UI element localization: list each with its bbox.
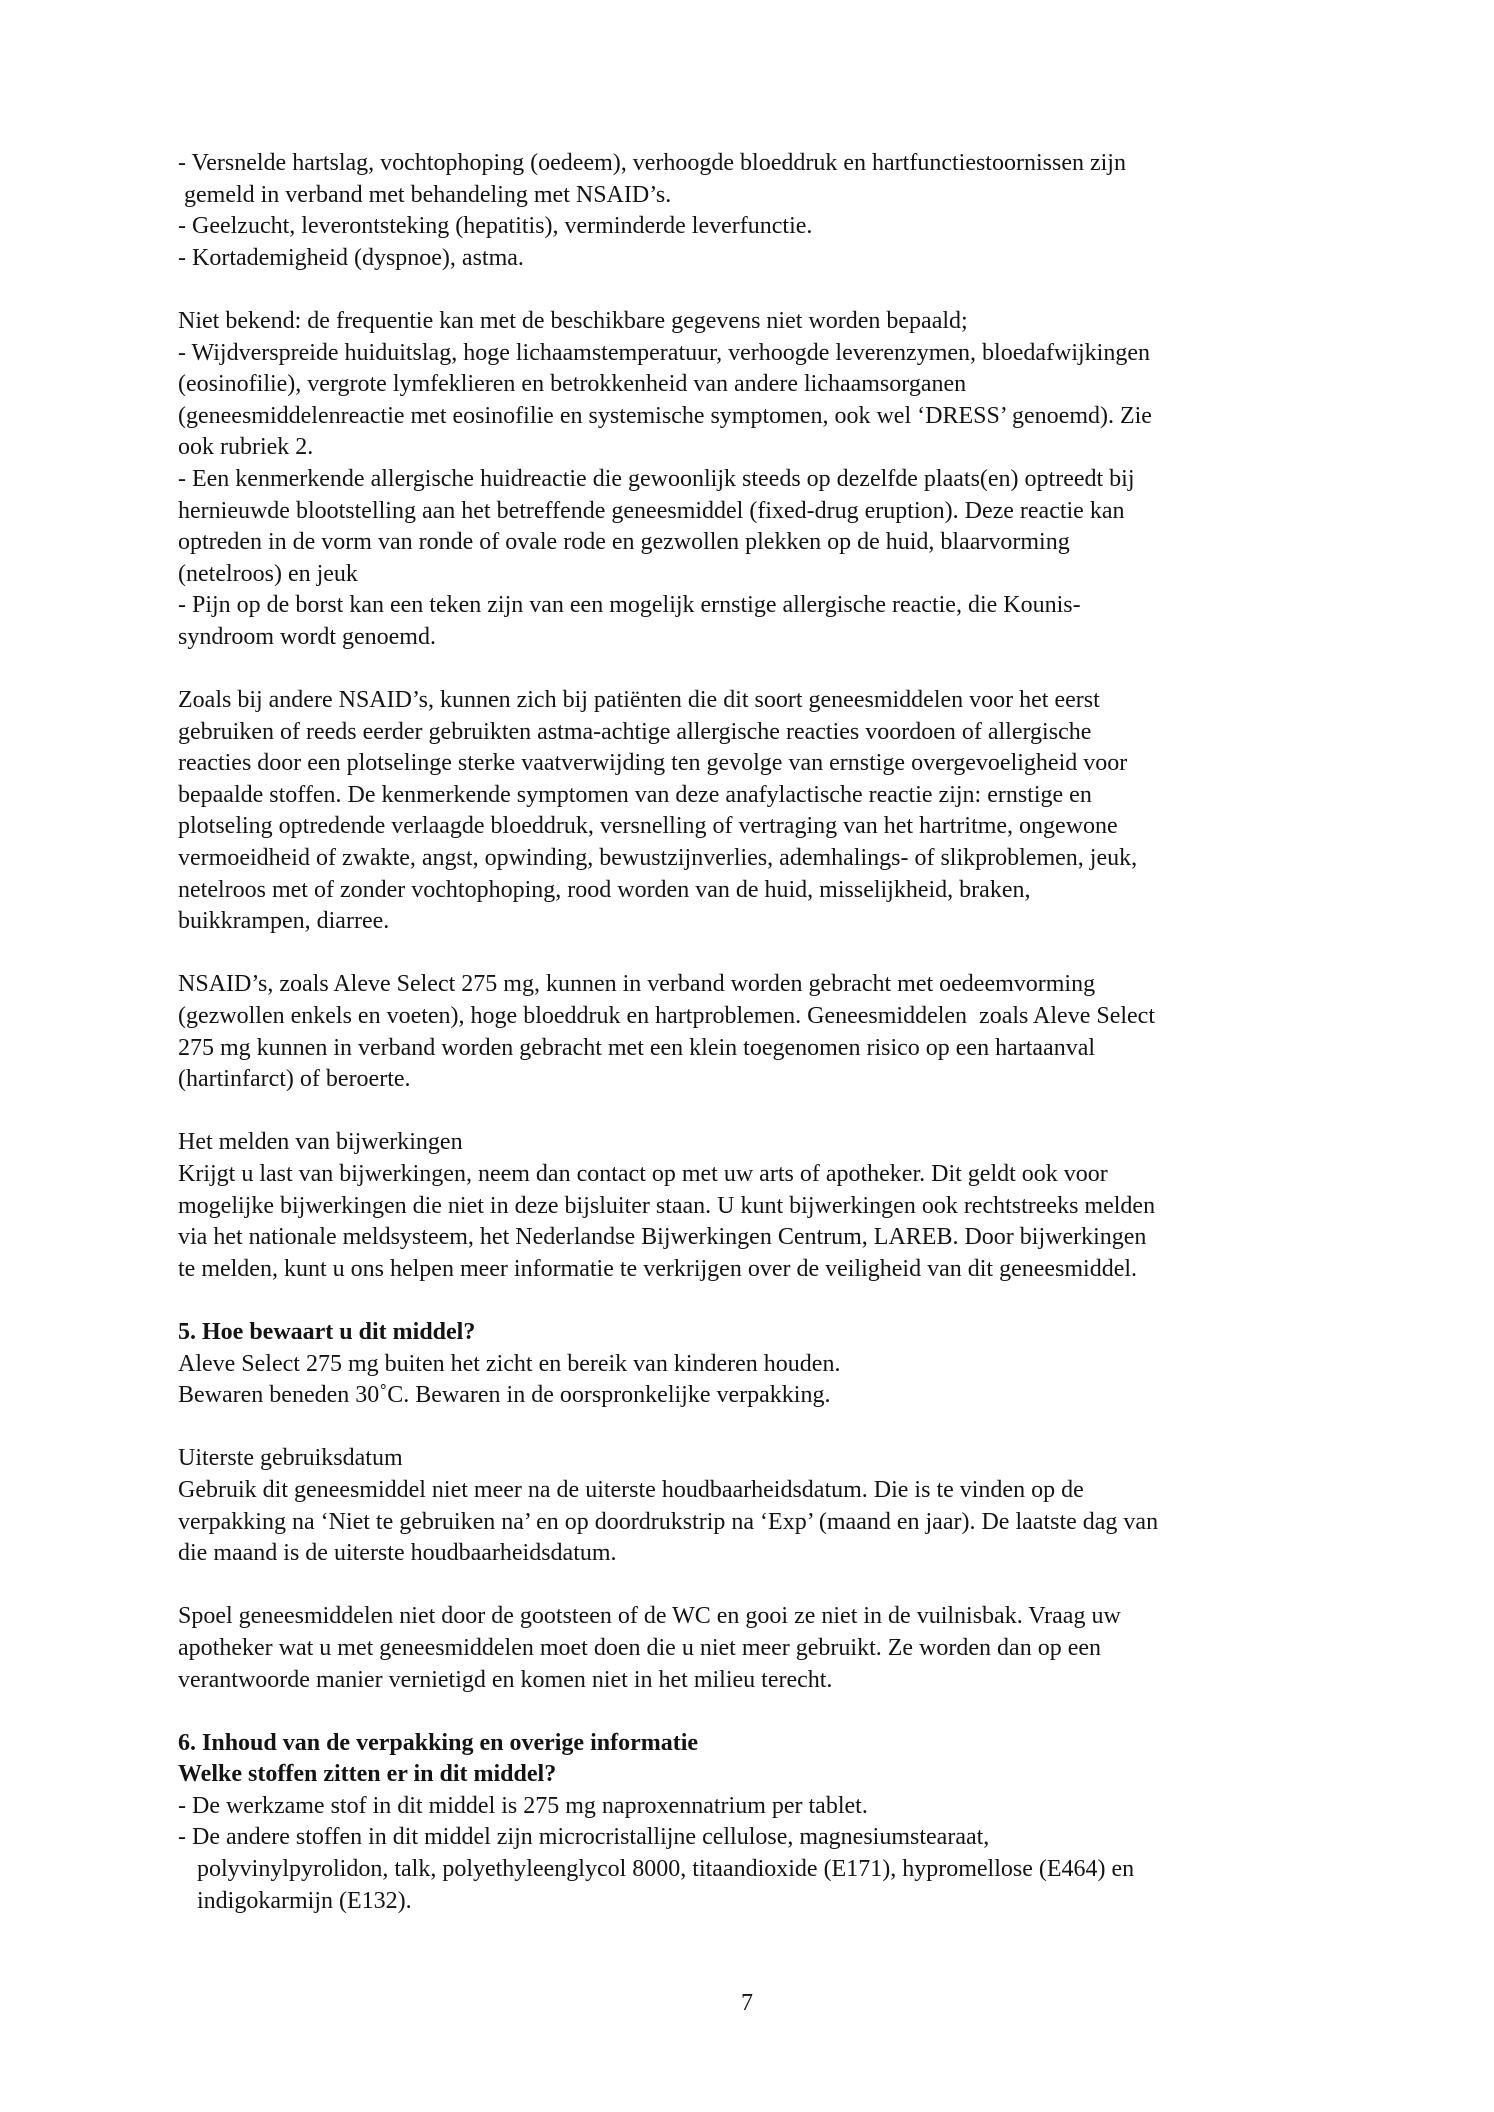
text-line: mogelijke bijwerkingen die niet in deze bijsluiter staan. U kunt bijwerkingen ook rechtstreeks melden [178,1192,1156,1219]
text-line: Aleve Select 275 mg buiten het zicht en bereik van kinderen houden. [178,1350,841,1377]
document-body [178,148,1464,1917]
text-line: apotheker wat u met geneesmiddelen moet doen die u niet meer gebruikt. Ze worden dan op een [178,1634,1102,1661]
text-line: netelroos met of zonder vochtophoping, rood worden van de huid, misselijkheid, braken, [178,876,1031,903]
text-line: - Wijdverspreide huiduitslag, hoge lichaamstemperatuur, verhoogde leverenzymen, bloedafwijkingen [178,339,1150,366]
section-heading: 5. Hoe bewaart u dit middel? [178,1318,476,1345]
text-line: Gebruik dit geneesmiddel niet meer na de uiterste houdbaarheidsdatum. Die is te vinden op de [178,1476,1084,1503]
blank-line [178,1285,1464,1317]
text-line: optreden in de vorm van ronde of ovale rode en gezwollen plekken op de huid, blaarvorming [178,529,1070,556]
text-line: verpakking na ‘Niet te gebruiken na’ en op doordrukstrip na ‘Exp’ (maand en jaar). De laatste dag van [178,1508,1159,1535]
blank-line [178,1570,1464,1602]
text-line: - Versnelde hartslag, vochtophoping (oedeem), verhoogde bloeddruk en hartfunctiestoornissen zijn [178,150,1126,176]
blank-line [178,274,1464,306]
text-line: - Een kenmerkende allergische huidreactie die gewoonlijk steeds op dezelfde plaats(en) optreedt bij [178,465,1135,492]
text-line: - De werkzame stof in dit middel is 275 mg naproxennatrium per tablet. [178,1792,868,1819]
text-line: bepaalde stoffen. De kenmerkende symptomen van deze anafylactische reactie zijn: ernstige en [178,781,1092,808]
text-line: reacties door een plotselinge sterke vaatverwijding ten gevolge van ernstige overgevoeligheid voor [178,750,1128,777]
text-line: (gezwollen enkels en voeten), hoge bloeddruk en hartproblemen. Geneesmiddelen zoals Aleve Select [178,1003,1155,1030]
text-line: Krijgt u last van bijwerkingen, neem dan contact op met uw arts of apotheker. Dit geldt ook voor [178,1161,1108,1187]
text-line: (netelroos) en jeuk [178,560,358,587]
text-line: Bewaren beneden 30˚C. Bewaren in de oorspronkelijke verpakking. [178,1382,831,1409]
text-line: - De andere stoffen in dit middel zijn microcristallijne cellulose, magnesiumstearaat, [178,1824,990,1851]
text-line: (hartinfarct) of beroerte. [178,1066,411,1093]
text-line: indigokarmijn (E132). [197,1887,412,1914]
text-line: gebruiken of reeds eerder gebruikten astma-achtige allergische reacties voordoen of allergische [178,718,1092,745]
text-line: Spoel geneesmiddelen niet door de gootsteen of de WC en gooi ze niet in de vuilnisbak. Vraag uw [178,1603,1121,1630]
text-line: plotseling optredende verlaagde bloeddruk, versnelling of vertraging van het hartritme, ongewone [178,813,1118,840]
text-line: (eosinofilie), vergrote lymfeklieren en betrokkenheid van andere lichaamsorganen [178,371,967,398]
text-line: Uiterste gebruiksdatum [178,1445,403,1472]
text-line: vermoeidheid of zwakte, angst, opwinding, bewustzijnverlies, ademhalings- of slikproblemen, jeuk, [178,845,1138,872]
text-line: - Geelzucht, leverontsteking (hepatitis), verminderde leverfunctie. [178,213,813,240]
text-line: die maand is de uiterste houdbaarheidsdatum. [178,1540,617,1567]
text-line: (geneesmiddelenreactie met eosinofilie en systemische symptomen, ook wel ‘DRESS’ genoemd). Zie [178,402,1152,429]
text-line: - Pijn op de borst kan een teken zijn van een mogelijk ernstige allergische reactie, die Kounis- [178,592,1081,619]
section-heading: Welke stoffen zitten er in dit middel? [178,1761,557,1788]
text-line: verantwoorde manier vernietigd en komen niet in het milieu terecht. [178,1666,833,1693]
blank-line [178,1096,1464,1128]
text-line: polyvinylpyrolidon, talk, polyethyleenglycol 8000, titaandioxide (E171), hypromellose (E464) en [197,1856,1135,1883]
text-line: buikkrampen, diarree. [178,908,390,935]
text-line: Zoals bij andere NSAID’s, kunnen zich bij patiënten die dit soort geneesmiddelen voor het eerst [178,687,1100,714]
section-heading: 6. Inhoud van de verpakking en overige informatie [178,1729,699,1756]
text-line: te melden, kunt u ons helpen meer informatie te verkrijgen over de veiligheid van dit geneesmiddel. [178,1255,1138,1282]
blank-line [178,1696,1464,1728]
blank-line [178,654,1464,686]
blank-line [178,1412,1464,1444]
text-line: 275 mg kunnen in verband worden gebracht met een klein toegenomen risico op een hartaanval [178,1034,1096,1061]
text-line: Niet bekend: de frequentie kan met de beschikbare gegevens niet worden bepaald; [178,307,968,334]
page-number: 7 [741,1990,753,2016]
text-line: hernieuwde blootstelling aan het betreffende geneesmiddel (fixed-drug eruption). Deze reactie kan [178,497,1125,524]
text-line: NSAID’s, zoals Aleve Select 275 mg, kunnen in verband worden gebracht met oedeemvorming [178,971,1096,998]
text-line: ook rubriek 2. [178,434,314,461]
text-line: Het melden van bijwerkingen [178,1129,463,1156]
blank-line [178,938,1464,970]
text-line: via het nationale meldsysteem, het Nederlandse Bijwerkingen Centrum, LAREB. Door bijwerkingen [178,1224,1147,1251]
text-line: gemeld in verband met behandeling met NSAID’s. [184,181,672,208]
text-line: syndroom wordt genoemd. [178,623,436,650]
text-line: - Kortademigheid (dyspnoe), astma. [178,244,524,271]
